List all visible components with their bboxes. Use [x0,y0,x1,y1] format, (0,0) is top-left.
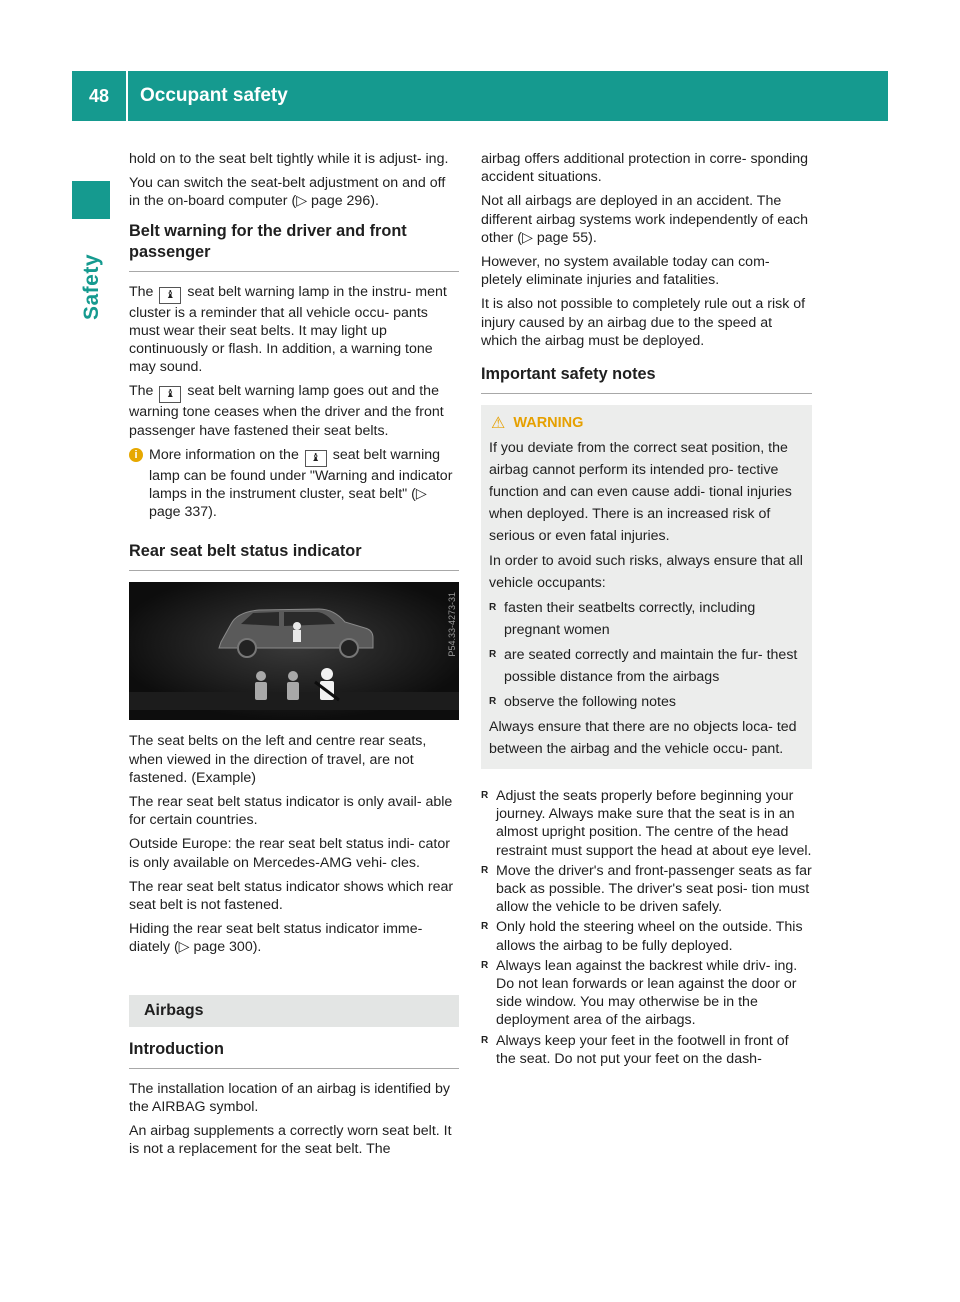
section-heading-belt-warning: Belt warning for the driver and front passenger [129,221,407,261]
paragraph [129,382,459,439]
info-text [149,446,459,522]
text: The [129,283,154,300]
list-item: R fasten their seatbelts correctly, including pregnant women [489,597,804,641]
list-item: R observe the following notes [489,691,804,713]
page-title: Occupant safety [140,85,288,106]
seat-belt-warning-icon: ♝ [159,386,181,403]
seat-belt-warning-icon: ♝ [305,450,327,467]
side-tab-marker [72,181,110,219]
side-tab-label: Safety [80,253,103,320]
divider [129,570,459,571]
divider [481,393,812,394]
paragraph: The rear seat belt status indicator shows which rear seat belt is not fastened. [129,878,454,914]
warning-triangle-icon: ⚠ [491,415,506,433]
warning-header [489,413,804,433]
list-item: R are seated correctly and maintain the fur- thest possible distance from the airbags [489,644,804,688]
seat-belt-warning-icon: ♝ [159,287,181,304]
info-note [129,446,459,522]
warning-list [489,597,804,713]
paragraph: In order to avoid such risks, always ensure that all vehicle occupants: [489,553,803,592]
list-item: R Move the driver's and front-passenger seats as far back as possible. The driver's seat posi- tion must allow the vehicle to be driven safely. [481,862,812,917]
divider [129,271,459,272]
warning-title: WARNING [513,415,584,432]
list-item: R Always keep your feet in the footwell in front of the seat. Do not put your feet on the dash- [481,1032,812,1068]
paragraph: It is also not possible to completely rule out a risk of injury caused by an airbag due to the speed at which the airbag must be deployed. [481,296,806,349]
paragraph: airbag offers additional protection in corre- sponding accident situations. [481,151,809,186]
section-heading-rear-indicator: Rear seat belt status indicator [129,542,362,561]
section-heading-introduction: Introduction [129,1039,224,1058]
info-icon: i [129,448,143,462]
side-tab [80,220,112,340]
divider [129,1068,459,1069]
paragraph: hold on to the seat belt tightly while it is adjust- ing. [129,151,449,167]
vehicle-occupancy-illustration [129,582,459,720]
paragraph: The seat belts on the left and centre rear seats, when viewed in the direction of travel, are not fastened. (Example) [129,733,427,786]
list-item: R Always lean against the backrest while driv- ing. Do not lean forwards or lean against the door or side window. You may otherwise be in the deployment area of the airbags. [481,957,812,1030]
text: More information on the [149,446,299,463]
text: The [129,383,154,400]
text: seat belt warning lamp can be found under "Warning and indicator lamps in the instrument cluster, seat belt" (▷ page 337). [149,446,453,521]
paragraph: An airbag supplements a correctly worn seat belt. It is not a replacement for the seat belt. The [129,1123,452,1158]
list-item: R Adjust the seats properly before beginning your journey. Always make sure that the seat is in an almost upright position. The centre of the head restraint must support the head at about eye level. [481,787,812,860]
paragraph: Outside Europe: the rear seat belt status indi- cator is only available on Mercedes-AMG vehi- cles. [129,836,450,871]
header-divider [126,71,128,121]
figure-reference: P54.33-4273-31 [447,592,457,657]
text: seat belt warning lamp in the instru- ment cluster is a reminder that all vehicle occu- pants must wear their seat belts. It may light up continuously or flash. In addition, a warning tone may sound. [129,283,447,376]
text: seat belt warning lamp goes out and the warning tone ceases when the driver and the front passenger have fastened their seat belts. [129,383,444,439]
paragraph [129,283,459,377]
paragraph: If you deviate from the correct seat position, the airbag cannot perform its intended pro- tective function and can even cause addi- tional injuries when deployed. There is an increased risk of serious or even fatal injuries. [489,440,792,545]
paragraph: You can switch the seat-belt adjustment on and off in the on-board computer (▷ page 296). [129,175,446,210]
page-number: 48 [88,86,110,106]
right-column [481,150,812,1070]
warning-box [481,405,812,769]
paragraph: Always ensure that there are no objects loca- ted between the airbag and the vehicle occu- pant. [489,719,797,758]
left-column [129,150,459,1164]
section-band-airbags: Airbags [129,995,459,1027]
paragraph: The rear seat belt status indicator is only avail- able for certain countries. [129,794,453,829]
section-heading-important-safety-notes: Important safety notes [481,365,656,384]
list-item: R Only hold the steering wheel on the outside. This allows the airbag to be fully deployed. [481,918,812,954]
rear-seat-belt-indicator-image [129,582,459,720]
paragraph: The installation location of an airbag is identified by the AIRBAG symbol. [129,1080,450,1115]
paragraph: Not all airbags are deployed in an accident. The different airbag systems work independently of each other (▷ page 55). [481,193,809,246]
paragraph: However, no system available today can com- pletely eliminate injuries and fatalities. [481,254,770,289]
paragraph: Hiding the rear seat belt status indicator imme- diately (▷ page 300). [129,921,423,956]
safety-notes-list [481,787,812,1068]
